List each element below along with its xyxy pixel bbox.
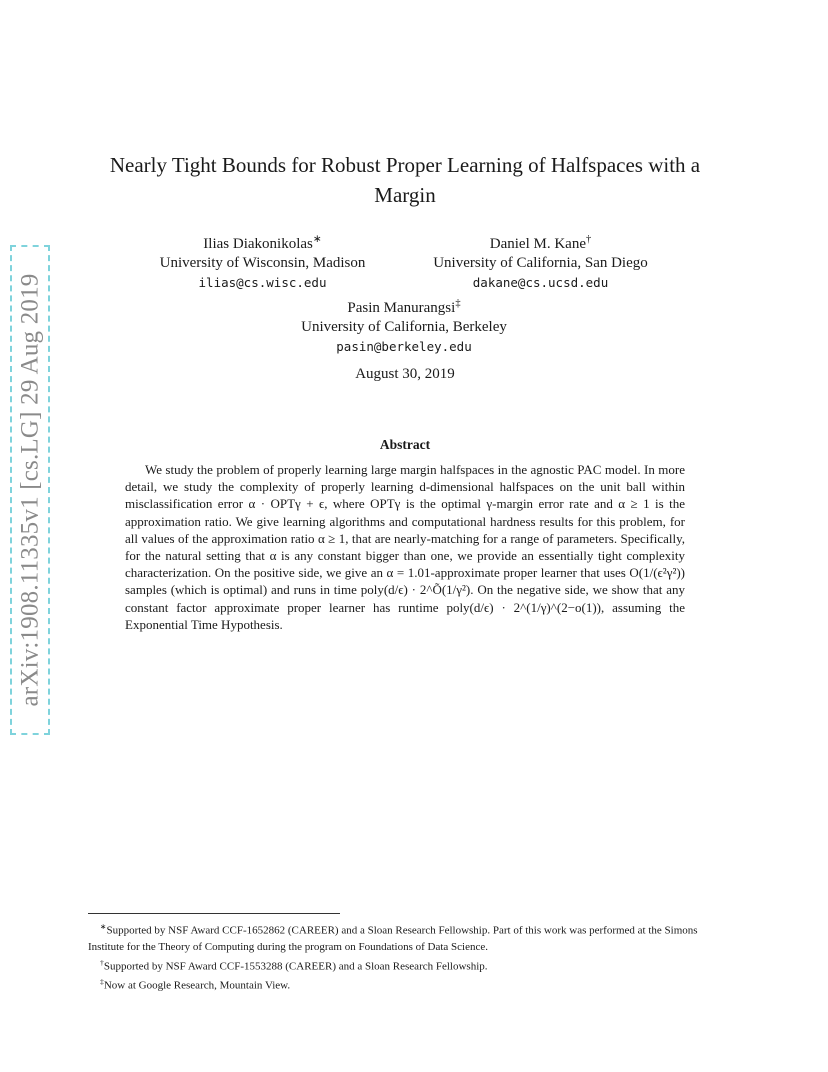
footnote-mark: ‡ <box>100 977 104 987</box>
footnote-item <box>88 974 728 994</box>
footnotes <box>88 919 728 994</box>
footnote-item <box>88 955 728 975</box>
author-affiliation: University of California, San Diego <box>433 255 648 271</box>
author-email: ilias@cs.wisc.edu <box>198 275 327 290</box>
author-block-1 <box>130 230 395 292</box>
author-affiliation: University of Wisconsin, Madison <box>159 255 366 271</box>
footnote-item <box>88 919 728 955</box>
author-email: dakane@cs.ucsd.edu <box>472 275 609 290</box>
author-name: Ilias Diakonikolas <box>203 236 313 252</box>
arxiv-identifier-text: arXiv:1908.11335v1 [cs.LG] 29 Aug 2019 <box>16 273 44 707</box>
abstract-body: We study the problem of properly learning large margin halfspaces in the agnostic PAC model. In more detail, we study the complexity of properly learning d-dimensional halfspaces on the unit ball within misclassification error α · OPTγ + ϵ, where OPTγ is the optimal γ-margin error rate and α ≥ 1 is the approximation ratio. We give learning algorithms and computational hardness results for this problem, for all values of the approximation ratio α ≥ 1, that are nearly-matching for a range of parameters. Specifically, for the natural setting that α is any constant bigger than one, we provide an essentially tight complexity characterization. On the positive side, we give an α = 1.01-approximate proper learner that uses O(1/(ϵ²γ²)) samples (which is optimal) and runs in time poly(d/ϵ) · 2^Õ(1/γ²). On the negative side, we show that any constant factor approximate proper learner has runtime poly(d/ϵ) · 2^(1/γ)^(2−o(1)), assuming the Exponential Time Hypothesis. <box>125 462 685 632</box>
author-footnote-mark: ‡ <box>455 298 461 309</box>
abstract-heading: Abstract <box>379 437 431 452</box>
author-affiliation: University of California, Berkeley <box>301 319 507 335</box>
arxiv-identifier-stamp <box>10 245 50 735</box>
footnote-mark: † <box>100 957 104 967</box>
author-name: Daniel M. Kane <box>489 236 586 252</box>
footnote-text: Supported by NSF Award CCF-1553288 (CAREER) and a Sloan Research Fellowship. <box>103 960 488 973</box>
author-block-2 <box>408 230 673 292</box>
footnote-mark: ∗ <box>100 922 107 931</box>
footnote-text: Supported by NSF Award CCF-1652862 (CAREER) and a Sloan Research Fellowship. Part of this work was performed at the Simons Institute for the Theory of Computing during the program on Foundations of Data Science. <box>88 924 698 953</box>
paper-title: Nearly Tight Bounds for Robust Proper Learning of Halfspaces with a Margin <box>109 153 701 207</box>
author-email: pasin@berkeley.edu <box>336 339 472 354</box>
author-footnote-mark: † <box>585 234 592 245</box>
footnote-divider <box>88 913 340 914</box>
author-footnote-mark: ∗ <box>312 234 322 245</box>
author-name: Pasin Manurangsi <box>347 300 456 316</box>
author-block-3 <box>260 294 548 356</box>
publication-date: August 30, 2019 <box>355 366 455 382</box>
footnote-text: Now at Google Research, Mountain View. <box>103 979 291 992</box>
